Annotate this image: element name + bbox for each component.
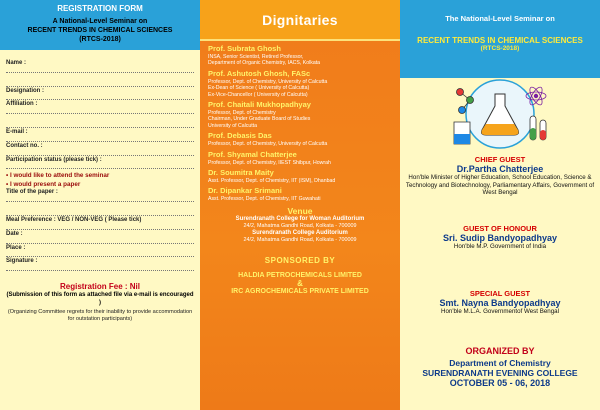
sponsored-title: SPONSORED BY bbox=[264, 255, 336, 265]
dignitary bbox=[208, 131, 392, 147]
dignitaries-panel bbox=[200, 0, 400, 410]
dignitary bbox=[208, 150, 392, 166]
sponsors-section bbox=[200, 256, 400, 295]
dignitary-name: Dr. Dipankar Srimani bbox=[208, 186, 282, 196]
dignitaries-list bbox=[200, 41, 400, 203]
participation-options bbox=[6, 172, 194, 188]
venue1-address: 24/2, Mahatma Gandhi Road, Kolkata - 700009 bbox=[243, 223, 357, 230]
seminar-header bbox=[400, 0, 600, 78]
venue1-name: Surendranath College for Woman Auditorium bbox=[235, 215, 365, 222]
dignitary-name: Prof. Ashutosh Ghosh, FASc bbox=[208, 68, 311, 78]
field-line bbox=[6, 155, 194, 156]
field-label: Participation status (please tick) : bbox=[6, 156, 102, 163]
dignitary-name: Prof. Shyamal Chatterjee bbox=[208, 149, 297, 159]
special-title: SPECIAL GUEST bbox=[469, 289, 531, 298]
special-name: Smt. Nayna Bandyopadhyay bbox=[439, 298, 561, 308]
dignitary-detail: Professor, Dept. of Chemistry, University of Calcutta bbox=[208, 141, 328, 148]
dignitary bbox=[208, 100, 392, 129]
special-guest bbox=[404, 289, 596, 316]
organized-by-title: ORGANIZED BY bbox=[465, 346, 535, 356]
seminar-main-title: RECENT TRENDS IN CHEMICAL SCIENCES bbox=[417, 36, 583, 45]
field-label: Date : bbox=[6, 230, 23, 237]
ampersand: & bbox=[297, 278, 303, 288]
dignitary bbox=[208, 186, 392, 202]
field-line bbox=[6, 168, 194, 169]
form-fields-2 bbox=[6, 189, 194, 272]
sponsor-2: IRC AGROCHEMICALS PRIVATE LIMITED bbox=[231, 287, 369, 295]
field-line bbox=[6, 86, 194, 87]
honour-name: Sri. Sudip Bandyopadhyay bbox=[442, 233, 558, 243]
form-field[interactable] bbox=[6, 258, 194, 272]
chemistry-illustration bbox=[440, 72, 560, 154]
seminar-main-code: (RTCS-2018) bbox=[480, 45, 520, 52]
organizer-department: Department of Chemistry bbox=[449, 358, 551, 368]
form-field[interactable] bbox=[6, 101, 194, 115]
special-desc: Hon'ble M.L.A. Governmentof West Bengal bbox=[440, 308, 559, 315]
dignitary-detail: Ex-Vice-Chancellor ( University of Calcutta) bbox=[208, 91, 308, 98]
beaker-icon bbox=[454, 122, 470, 144]
honour-desc: Hon'ble M.P. Government of India bbox=[453, 243, 547, 250]
dignitary-detail: Professor, Dept. of Chemistry, University of Calcutta bbox=[208, 78, 328, 85]
field-line bbox=[6, 201, 194, 202]
form-field[interactable] bbox=[6, 74, 194, 88]
organizer-college: SURENDRANATH EVENING COLLEGE bbox=[422, 368, 578, 378]
participation-option[interactable]: • I would present a paper bbox=[6, 181, 81, 189]
venue-title: Venue bbox=[287, 205, 313, 216]
field-line bbox=[6, 141, 194, 142]
field-line bbox=[6, 229, 194, 230]
form-field[interactable] bbox=[6, 60, 194, 74]
chief-guest-desc: Hon'ble Minister of Higher Education, School Education, Science & Technology and Biotechnology, Parliamentary Affairs, Government of West Bengal bbox=[405, 174, 595, 196]
registration-panel bbox=[0, 0, 200, 410]
form-field[interactable] bbox=[6, 88, 194, 102]
dignitary bbox=[208, 168, 392, 184]
field-label: Affiliation : bbox=[6, 101, 38, 108]
form-field[interactable] bbox=[6, 217, 194, 231]
seminar-code: (RTCS-2018) bbox=[79, 36, 121, 43]
test-tube-icon bbox=[530, 116, 546, 140]
venue-section bbox=[200, 206, 400, 244]
event-date: OCTOBER 05 - 06, 2018 bbox=[449, 378, 551, 388]
dignitary-detail: Chairman, Under Graduate Board of Studies bbox=[208, 116, 311, 123]
organizer bbox=[400, 346, 600, 388]
field-label bbox=[6, 74, 8, 80]
form-field[interactable] bbox=[6, 203, 194, 217]
field-label: E-mail : bbox=[6, 128, 28, 135]
dignitary-detail: University of Calcutta bbox=[208, 122, 258, 129]
registration-heading: REGISTRATION FORM bbox=[57, 4, 143, 13]
seminar-title: RECENT TRENDS IN CHEMICAL SCIENCES bbox=[27, 27, 173, 34]
seminar-line: A National-Level Seminar on bbox=[52, 18, 148, 25]
form-field[interactable] bbox=[6, 245, 194, 259]
field-label: Designation : bbox=[6, 87, 45, 94]
dignitary bbox=[208, 44, 392, 67]
guest-of-honour bbox=[404, 224, 596, 251]
dignitary-detail: Asst. Professor, Dept. of Chemistry, IIT Guwahati bbox=[208, 196, 321, 203]
field-label: Meal Preference : VEG / NON-VEG ( Please tick) bbox=[6, 216, 142, 223]
field-line bbox=[6, 72, 194, 73]
chief-guest-name: Dr.Partha Chatterjee bbox=[456, 164, 544, 174]
field-label: Name : bbox=[6, 60, 27, 66]
sponsor-1: HALDIA PETROCHEMICALS LIMITED bbox=[238, 271, 362, 279]
dignitary-detail: Professor, Dept. of Chemistry bbox=[208, 110, 276, 117]
field-label: Signature : bbox=[6, 258, 38, 265]
registration-submission-note: (Submission of this form as attached file via e-mail is encouraged ) bbox=[6, 292, 194, 307]
field-label bbox=[6, 203, 8, 209]
venue2-name: Surendranath College Auditorium bbox=[252, 229, 348, 236]
dignitary-detail: Department of Organic Chemistry, IACS, Kolkata bbox=[208, 60, 321, 67]
field-line bbox=[6, 113, 194, 114]
form-field[interactable] bbox=[6, 115, 194, 129]
form-fields bbox=[6, 60, 194, 170]
dignitary-detail: Ex-Dean of Science ( University of Calcutta) bbox=[208, 85, 310, 92]
form-field[interactable] bbox=[6, 189, 194, 203]
guests-panel bbox=[400, 0, 600, 410]
field-label bbox=[6, 115, 8, 121]
registration-fee: Registration Fee : Nil bbox=[59, 282, 140, 292]
dignitary-detail: Asst. Professor, Dept. of Chemistry, IIT (ISM), Dhanbad bbox=[208, 178, 336, 185]
form-field[interactable] bbox=[6, 231, 194, 245]
form-field[interactable] bbox=[6, 129, 194, 143]
dignitary bbox=[208, 69, 392, 98]
dignitary-detail: Professor, Dept. of Chemistry, IIEST Shibpur, Howrah bbox=[208, 159, 331, 166]
dignitary-detail: INSA, Senior Scientist, Retired Professor, bbox=[208, 54, 304, 60]
registration-header bbox=[0, 0, 200, 50]
seminar-intro: The National-Level Seminar on bbox=[445, 14, 555, 23]
chief-guest-title: CHIEF GUEST bbox=[474, 155, 526, 164]
field-label: Title of the paper : bbox=[6, 189, 58, 196]
participation-option[interactable]: • I would like to attend the seminar bbox=[6, 172, 110, 180]
dignitaries-title: Dignitaries bbox=[200, 0, 400, 41]
dignitary-name: Prof. Subrata Ghosh bbox=[208, 44, 281, 53]
field-label: Contact no. : bbox=[6, 142, 43, 149]
form-field[interactable] bbox=[6, 143, 194, 157]
field-line bbox=[6, 215, 194, 216]
field-line bbox=[6, 270, 194, 271]
dignitary-name: Prof. Chaitali Mukhopadhyay bbox=[208, 100, 311, 110]
field-line bbox=[6, 127, 194, 128]
field-label: Place : bbox=[6, 244, 26, 251]
dignitary-name: Prof. Debasis Das bbox=[208, 131, 272, 141]
honour-title: GUEST OF HONOUR bbox=[463, 224, 537, 233]
accommodation-note: (Organizing Committee regrets for their inability to provide accommodation for outstation participants) bbox=[7, 309, 193, 323]
dignitary-name: Dr. Soumitra Maity bbox=[208, 168, 274, 178]
venue2-address: 24/2, Mahatma Gandhi Road, Kolkata - 700009 bbox=[243, 237, 357, 244]
form-field[interactable] bbox=[6, 157, 194, 171]
chief-guest bbox=[404, 155, 596, 197]
field-line bbox=[6, 243, 194, 244]
